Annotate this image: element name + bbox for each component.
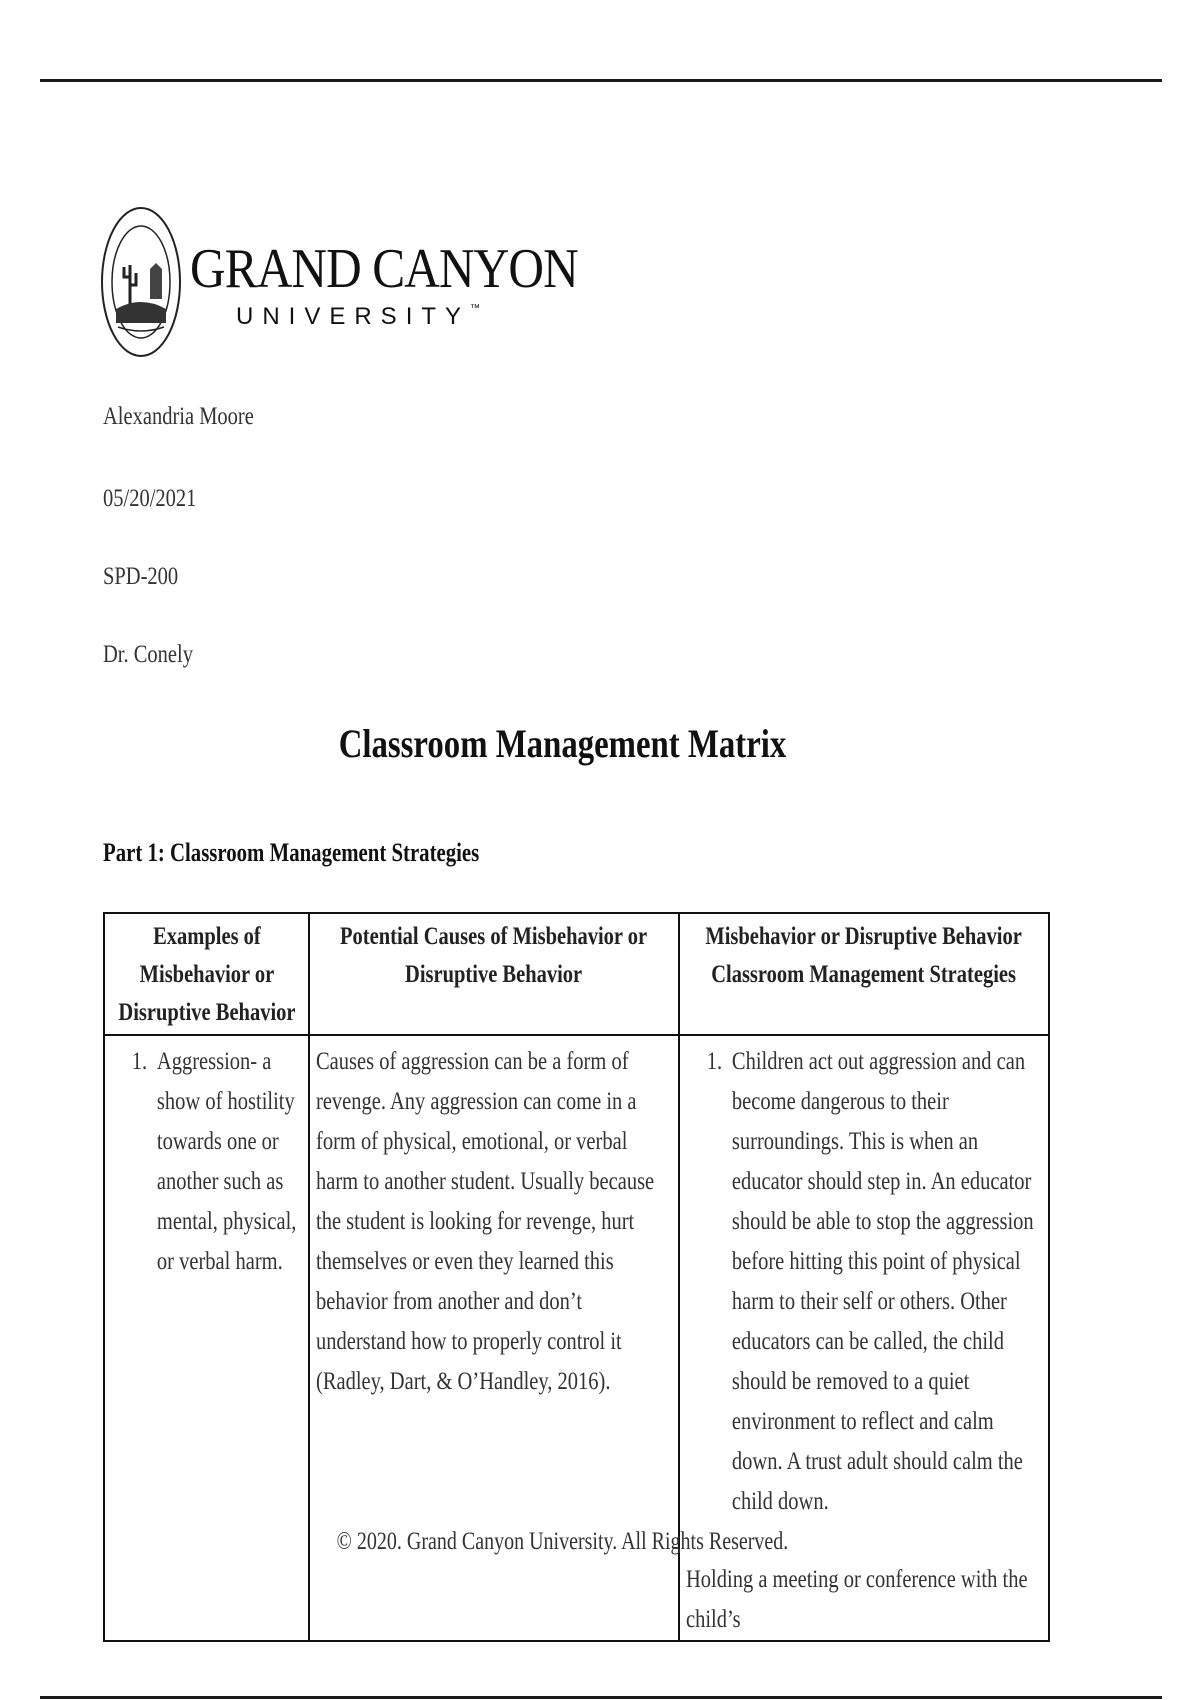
author-name: Alexandria Moore: [103, 403, 254, 430]
footer-rule: [40, 1696, 1162, 1699]
strategy-continued: Holding a meeting or conference with the child’s: [686, 1566, 1028, 1633]
logo-name: GRAND CANYON: [190, 237, 578, 300]
list-number: 1.: [131, 1048, 148, 1075]
header-examples: Examples of Misbehavior or Disruptive Behavior: [104, 913, 309, 1035]
strategy-number: 1.: [706, 1048, 723, 1075]
university-logo: [100, 205, 631, 360]
example-text: Aggression- a show of hostility towards one or another such as mental, physical, or verbal harm.: [156, 1048, 297, 1275]
course-code: SPD-200: [103, 563, 179, 590]
header-strategies: Misbehavior or Disruptive Behavior Classroom Management Strategies: [679, 913, 1049, 1035]
header-rule: [40, 79, 1162, 82]
strategy-text: Children act out aggression and can become dangerous to their surroundings. This is when an educator should step in. An educator should be able to stop the aggression before hitting this point of physical harm to their self or others. Other educators can be called, the child should be removed to a quiet environment to reflect and calm down. A trust adult should calm the child down.: [731, 1048, 1034, 1515]
page-title: Classroom Management Matrix: [338, 721, 787, 766]
table-header-row: [104, 913, 1049, 1035]
date: 05/20/2021: [103, 485, 197, 512]
wordmark: [190, 237, 631, 331]
cause-text: Causes of aggression can be a form of revenge. Any aggression can come in a form of physical, emotional, or verbal harm to another student. Usually because the student is looking for revenge, hurt themselves or even they learned this behavior from another and don’t understand how to properly control it (Radley, Dart, & O’Handley, 2016).: [316, 1048, 655, 1395]
logo-sub: UNIVERSITY™: [236, 302, 481, 330]
header-causes: Potential Causes of Misbehavior or Disruptive Behavior: [309, 913, 679, 1035]
copyright-footer: © 2020. Grand Canyon University. All Rights Reserved.: [336, 1528, 789, 1555]
part-heading: Part 1: Classroom Management Strategies: [103, 838, 480, 867]
instructor: Dr. Conely: [103, 641, 193, 668]
university-seal-icon: [100, 205, 182, 360]
trademark: ™: [470, 302, 481, 314]
